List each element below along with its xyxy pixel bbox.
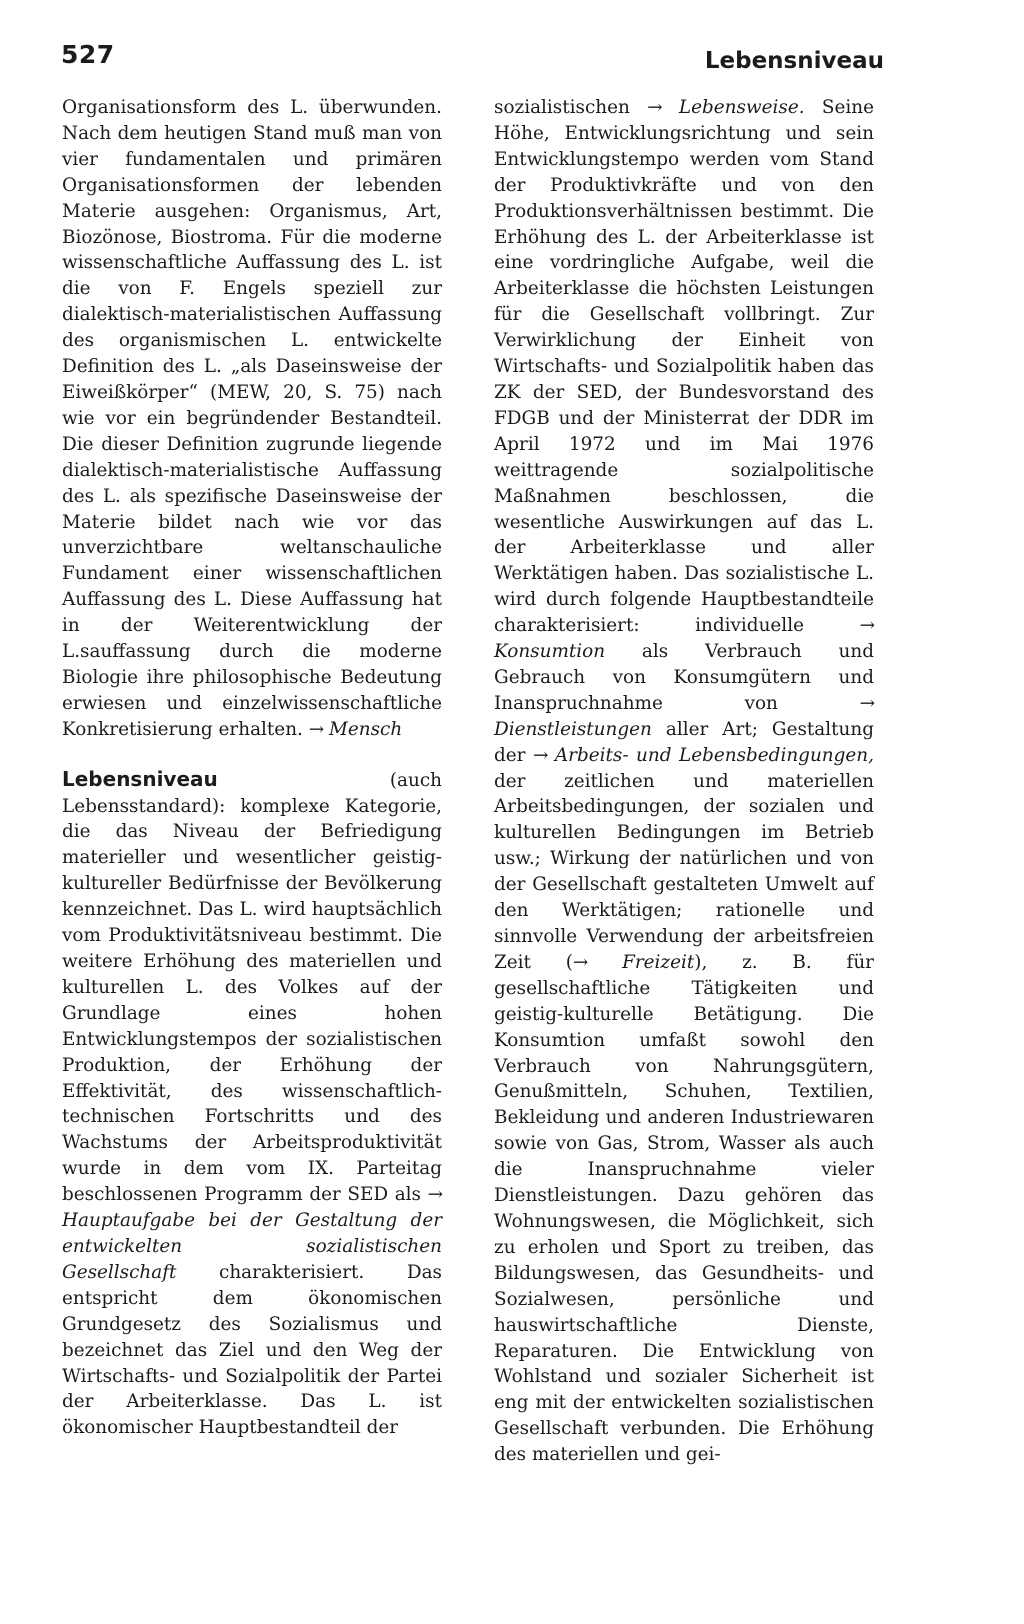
cross-reference-arrow-icon: →	[859, 615, 874, 637]
running-head: Lebensniveau	[704, 48, 884, 74]
left-column	[62, 95, 442, 1441]
paragraph-lebensbegriff-end	[62, 95, 442, 743]
cross-reference-lebensweise[interactable]: Lebensweise.	[678, 97, 805, 118]
cross-reference-arbeitsbedingungen[interactable]: Arbeits- und Lebensbedingungen,	[554, 744, 874, 766]
text-run: sozialistischen	[494, 97, 648, 118]
text-run: charakterisiert. Das entspricht dem ökonomischen Grundgesetz des Sozialismus und bezeichnet das Ziel und den Weg der Wirtschafts- und Sozialpolitik der Partei der Arbeiterklasse. Das L. ist ökonomischer Hauptbestandteil der	[62, 1261, 442, 1439]
text-run: ), z. B. für gesellschaftliche Tätigkeiten und geistig-kulturelle Betätigung. Die Konsumtion umfaßt sowohl den Verbrauch von Nahrungsgütern, Genußmitteln, Schuhen, Textilien, Bekleidung und anderen Industriewaren sowie von Gas, Strom, Wasser als auch die Inanspruchnahme vieler Dienstleistungen. Dazu gehören das Wohnungswesen, die Möglichkeit, sich zu erholen und Sport zu treiben, das Bildungswesen, das Gesundheits- und Sozialwesen, persönliche und hauswirtschaftliche Dienste, Reparaturen. Die Entwicklung von Wohlstand und sozialer Sicherheit ist eng mit der entwickelten sozialistischen Gesellschaft verbunden. Die Erhöhung des materiellen und gei-	[494, 951, 874, 1466]
text-run: Seine Höhe, Entwicklungsrichtung und sein Entwicklungstempo werden vom Stand der Produktivkräfte und von den Produktionsverhältnissen bestimmt. Die Erhöhung des L. der Arbeiterklasse ist eine vordringliche Aufgabe, weil die Arbeiterklasse die höchsten Leistungen für die Gesellschaft vollbringt. Zur Verwirklichung der Einheit von Wirtschafts- und Sozialpolitik haben das ZK der SED, der Bundesvorstand des FDGB und der Ministerrat der DDR im April 1972 und im Mai 1976 weittragende sozialpolitische Maßnahmen beschlossen, die wesentliche Auswirkungen auf das L. der Arbeiterklasse und aller Werktätigen haben. Das sozialistische L. wird durch folgende Hauptbestandteile charakterisiert: individuelle	[494, 97, 874, 637]
text-run: aller Art; Gestaltung der	[494, 718, 874, 766]
cross-reference-arrow-icon: →	[572, 951, 588, 973]
entry-lebensniveau-continued	[494, 95, 874, 1468]
right-column	[494, 95, 874, 1468]
text-run: als Verbrauch und Gebrauch von Konsumgütern und Inanspruchnahme von	[494, 641, 874, 714]
cross-reference-konsumtion[interactable]: Konsumtion	[494, 641, 606, 663]
cross-reference-dienstleistungen[interactable]: Dienstleistungen	[494, 718, 652, 740]
cross-reference-arrow-icon: →	[647, 97, 662, 118]
cross-reference-hauptaufgabe[interactable]: Hauptaufgabe bei der Gestaltung der entwickelten sozialistischen Gesellschaft	[62, 1210, 442, 1283]
cross-reference-freizeit[interactable]: Freizeit	[622, 951, 695, 973]
cross-reference-mensch[interactable]: Mensch	[329, 718, 403, 740]
cross-reference-arrow-icon: →	[859, 692, 874, 714]
page-number: 527	[61, 40, 115, 69]
entry-headword: Lebensniveau	[62, 766, 218, 791]
text-run: (auch Lebensstandard): komplexe Kategorie, die das Niveau der Befriedigung materieller und wesentlicher geistig-kultureller Bedürfnisse der Bevölkerung kennzeichnet. Das L. wird hauptsächlich vom Produktivitätsniveau bestimmt. Die weitere Erhöhung des materiellen und kulturellen L. des Volkes auf der Grundlage eines hohen Entwicklungstempos der sozialistischen Produktion, der Erhöhung der Effektivität, des wissenschaftlich-technischen Fortschritts und des Wachstums der Arbeitsproduktivität wurde in dem vom IX. Parteitag beschlossenen Programm der SED als	[62, 769, 442, 1206]
cross-reference-arrow-icon: →	[308, 718, 324, 740]
cross-reference-arrow-icon: →	[532, 744, 548, 766]
cross-reference-arrow-icon: →	[427, 1184, 442, 1206]
text-run: der zeitlichen und materiellen Arbeitsbedingungen, der sozialen und kulturellen Bedingungen im Betrieb usw.; Wirkung der natürlichen und von der Gesellschaft gestalteten Umwelt auf den Werktätigen; rationelle und sinnvolle Verwendung der arbeitsfreien Zeit (	[494, 770, 874, 973]
entry-lebensniveau	[62, 767, 442, 1442]
text-run: Organisationsform des L. überwunden. Nach dem heutigen Stand muß man von vier fundamentalen und primären Organisationsformen der lebenden Materie ausgehen: Organismus, Art, Biozönose, Biostroma. Für die moderne wissenschaftliche Auffassung des L. ist die von F. Engels speziell zur dialektisch-materialistischen Auffassung des organismischen L. entwickelte Definition des L. „als Daseinsweise der Eiweißkörper“ (MEW, 20, S. 75) nach wie vor ein begründender Bestandteil. Die dieser Definition zugrunde liegende dialektisch-materialistische Auffassung des L. als spezifische Daseinsweise der Materie bildet nach wie vor das unverzichtbare weltanschauliche Fundament einer wissenschaftlichen Auffassung des L. Diese Auffassung hat in der Weiterentwicklung der L.sauffassung durch die moderne Biologie ihre philosophische Bedeutung erwiesen und einzelwissenschaftliche Konkretisierung erhalten.	[62, 97, 442, 740]
